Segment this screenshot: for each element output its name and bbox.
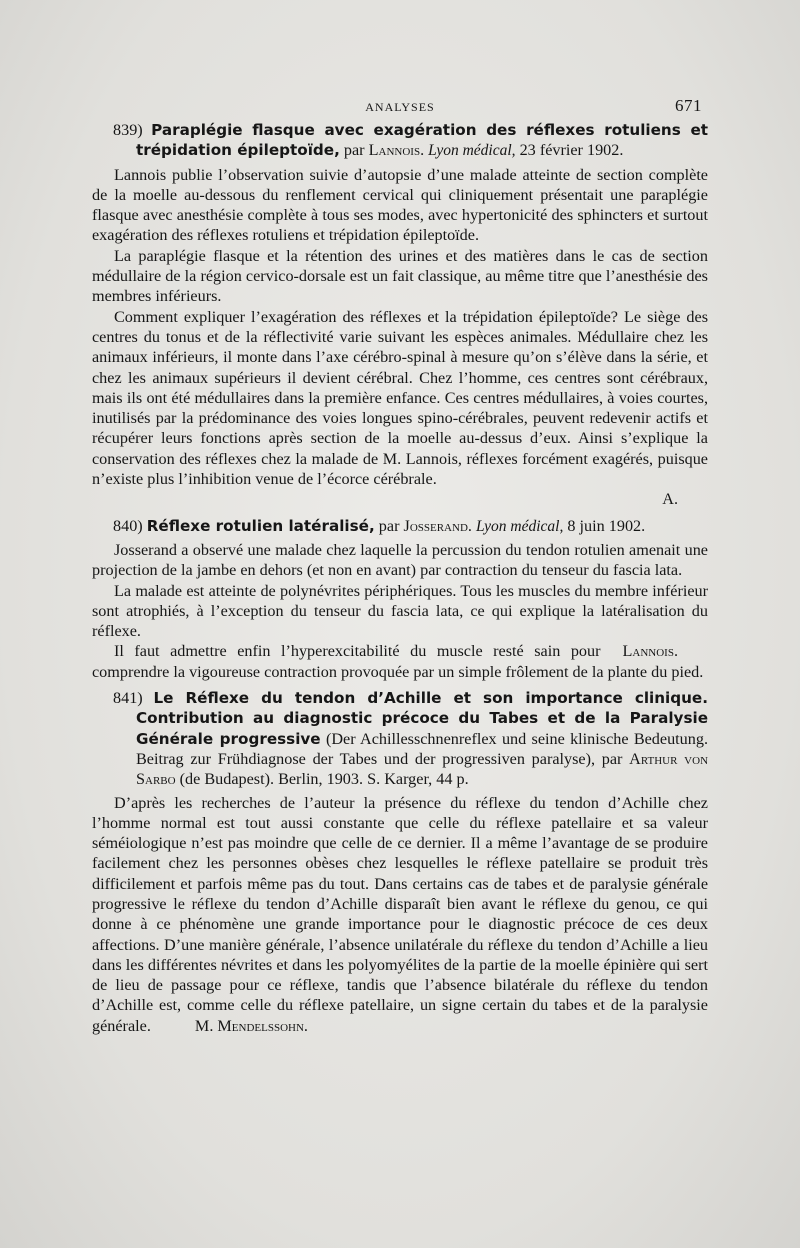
signature: A.: [662, 490, 678, 509]
abstract-839: [92, 120, 708, 510]
entry-number: 839): [113, 121, 143, 139]
publication-date: 8 juin 1902.: [567, 516, 646, 535]
entry-number: 841): [113, 689, 143, 708]
abstract-841: [92, 688, 708, 1036]
publication-details: (de Budapest). Berlin, 1903. S. Karger, 44 p.: [179, 770, 469, 789]
abstract-840: [92, 516, 708, 682]
page-content: [92, 120, 708, 1036]
page-header: [92, 96, 708, 120]
entry-heading: [92, 688, 708, 789]
paragraph: [92, 641, 708, 682]
paragraph: [92, 793, 708, 1037]
paragraph: Lannois publie l’observation suivie d’autopsie d’une malade atteinte de section complète de la moelle au-dessous du renflement cervical qui cliniquement présentait une paraplégie flasque avec anesthésie complète à tous ses modes, avec hypertonicité des sphincters et surtout exagération des réflexes rotuliens et trépidation épileptoïde.: [92, 165, 708, 245]
entry-author: Arthur von Sarbo: [136, 749, 709, 789]
running-title: ANALYSES: [365, 100, 435, 114]
paragraph-text: Il faut admettre enfin l’hyperexcitabilité du muscle resté sain pour comprendre la vigoureuse contraction provoquée par un simple frôlement de la plante du pied.: [92, 642, 704, 681]
paragraph-text: D’après les recherches de l’auteur la présence du réflexe du tendon d’Achille chez l’homme normal est tout aussi constante que celle du réflexe patellaire et sa valeur séméiologique n’est pas moindre que celle de ce dernier. Il a même l’avantage de se produire facilement chez les personnes obèses chez lesquelles le réflexe patellaire se produit très difficilement et parfois même pas du tout. Dans certains cas de tabes et de paralysie générale progressive le réflexe du tendon d’Achille disparaît bien avant le réflexe du genou, ce qui donne à ce phénomène une grande importance pour le diagnostic précoce de ces deux affections. D’une manière générale, l’absence unilatérale du réflexe du tendon d’Achille a lieu dans les différentes névrites et dans les polyomyélites de la partie de la moelle épinière qui sert de lieu de passage pour ce réflexe, tandis que l’absence bilatérale du réflexe du tendon d’Achille est, comme celle du réflexe patellaire, un signe certain du tabes et de la paralysie générale.: [92, 793, 708, 1035]
entry-title: Réflexe rotulien latéralisé,: [146, 516, 375, 535]
entry-author: Lannois.: [368, 141, 425, 160]
author-prefix: par: [601, 749, 623, 768]
journal-name: Lyon médical,: [428, 142, 516, 160]
paragraph: La malade est atteinte de polynévrites périphériques. Tous les muscles du membre inférieur sont atrophiés, à l’exception du tenseur du fascia lata, ce qui explique la latéralisation du réflexe.: [92, 581, 708, 641]
page-number: 671: [675, 96, 702, 115]
signature: Lannois.: [622, 642, 678, 661]
entry-title: Le Réflexe du tendon d’Achille et son importance clinique. Contribution au diagnostic précoce du Tabes et de la Paralysie Générale progressive: [136, 689, 708, 748]
paragraph: La paraplégie flasque et la rétention des urines et des matières dans le cas de section médullaire de la région cervico-dorsale est un fait classique, au même titre que l’anesthésie des membres inférieurs.: [92, 246, 708, 306]
journal-name: Lyon médical,: [475, 517, 564, 535]
entry-heading: [92, 120, 708, 162]
entry-author: Josserand.: [403, 516, 472, 535]
author-prefix: par: [378, 516, 400, 535]
author-prefix: par: [343, 141, 365, 160]
signature: M. Mendelssohn.: [194, 1016, 308, 1035]
paragraph: Josserand a observé une malade chez laquelle la percussion du tendon rotulien amenait une projection de la jambe en dehors (et non en avant) par contraction du tenseur du fascia lata.: [92, 540, 708, 580]
paragraph: Comment expliquer l’exagération des réflexes et la trépidation épileptoïde? Le siège des centres du tonus et de la réflectivité varie suivant les espèces animales. Médullaire chez les animaux inférieurs, il monte dans l’axe cérébro-spinal à mesure qu’on s’élève dans la série, et chez les animaux supérieurs il devient cérébral. Chez l’homme, ces centres sont cérébraux, mais ils ont été médullaires dans la première enfance. Ces centres médullaires, à voies courtes, inutilisés par la prédominance des voies longues spino-cérébrales, peuvent redevenir actifs et récupérer leurs fonctions après section de la moelle au-dessus d’eux. Ainsi s’explique la conservation des réflexes chez la malade de M. Lannois, réflexes forcément exagérés, puisque n’existe plus l’inhibition venue de l’écorce cérébrale.: [92, 307, 708, 489]
entry-heading: [92, 516, 708, 537]
german-title: (Der Achillesschnenreflex und seine klinische Bedeutung. Beitrag zur Frühdiagnose der Tabes und der progressiven paralyse),: [136, 729, 709, 768]
entry-title: Paraplégie flasque avec exagération des réflexes rotuliens et trépidation épileptoïde,: [136, 121, 709, 160]
entry-number: 840): [113, 516, 143, 535]
publication-date: 23 février 1902.: [519, 141, 624, 160]
